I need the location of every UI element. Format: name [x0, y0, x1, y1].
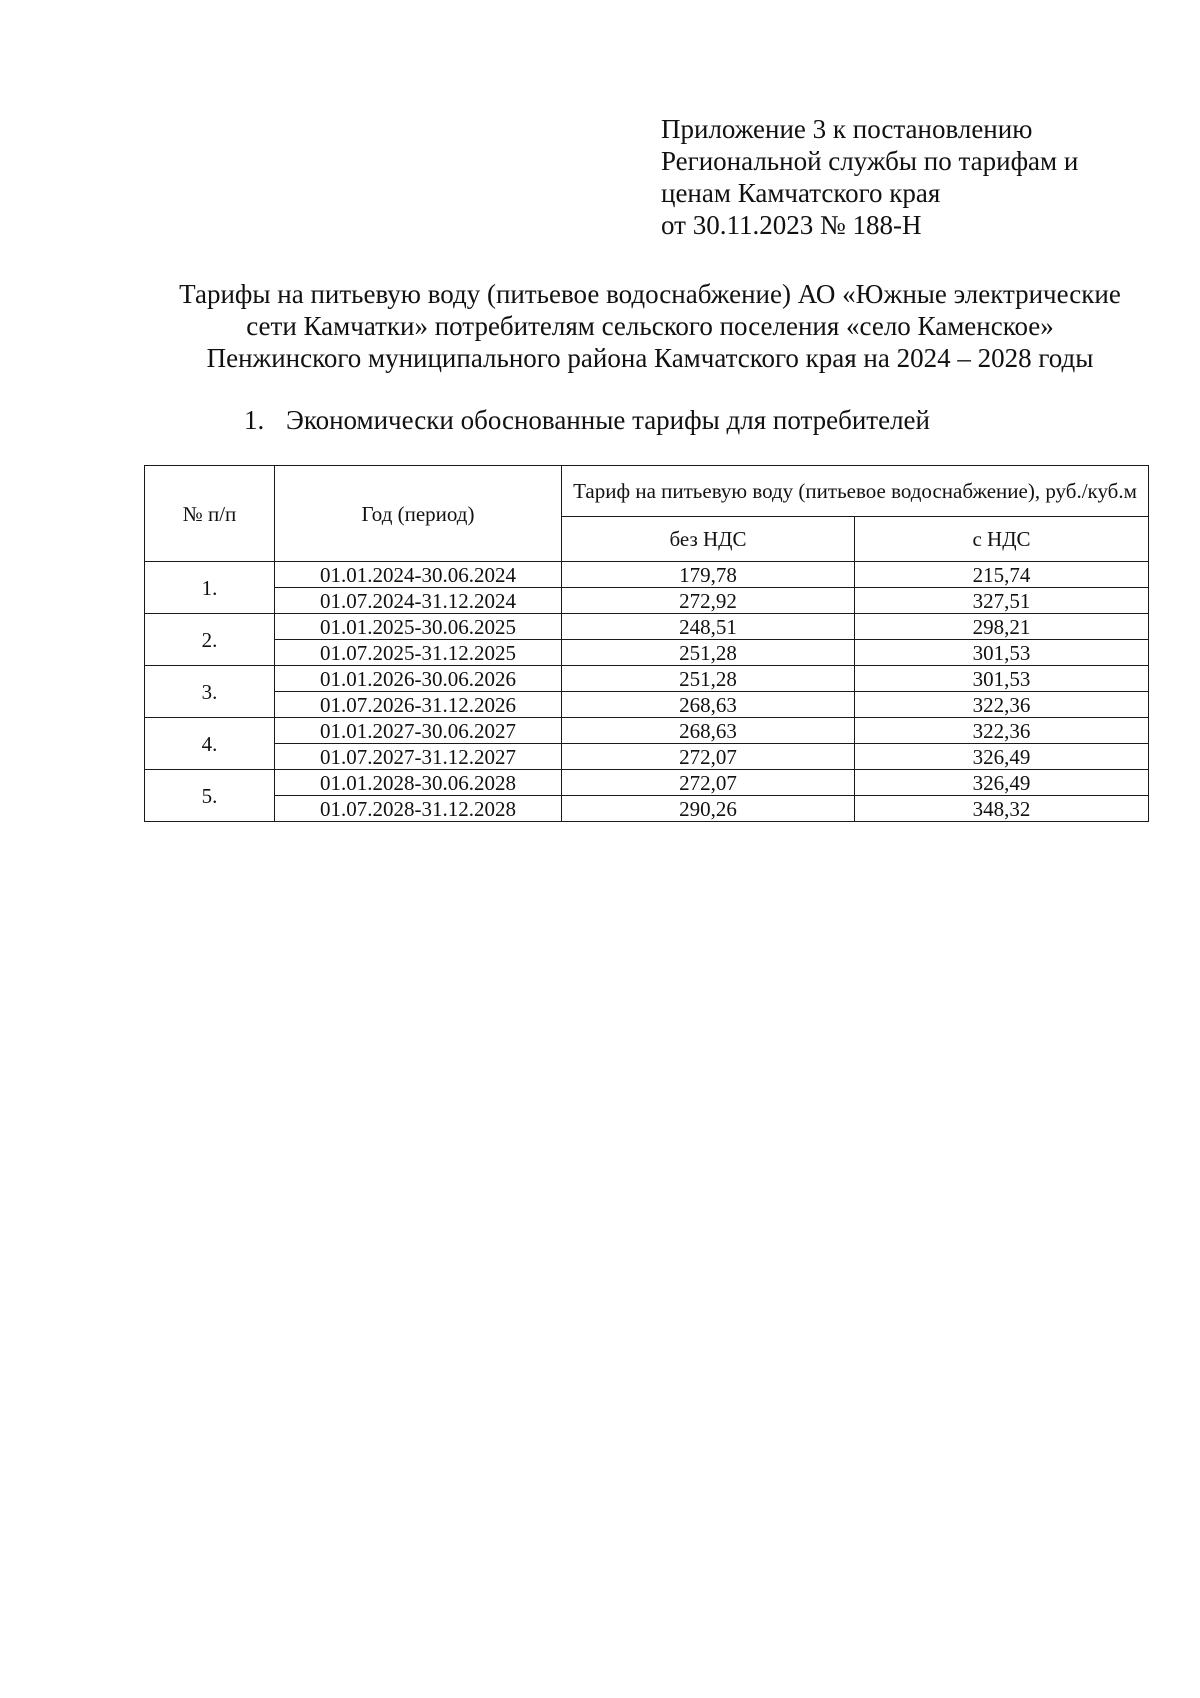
tariff-without-vat-cell: 248,51	[562, 614, 855, 640]
table-row	[145, 692, 1149, 718]
tariff-without-vat-cell: 251,28	[562, 640, 855, 666]
header-without-vat: без НДС	[562, 517, 855, 562]
table-row	[145, 744, 1149, 770]
period-cell: 01.01.2024-30.06.2024	[275, 562, 562, 588]
tariff-with-vat-cell: 322,36	[855, 692, 1149, 718]
title-line: сети Камчатки» потребителям сельского поселения «село Каменское»	[246, 311, 1054, 341]
tariff-with-vat-cell: 322,36	[855, 718, 1149, 744]
table-row	[145, 640, 1149, 666]
header-period: Год (период)	[275, 466, 562, 562]
appendix-line: Региональной службы по тарифам и	[661, 146, 1079, 176]
tariff-with-vat-cell: 301,53	[855, 666, 1149, 692]
header-with-vat: с НДС	[855, 517, 1149, 562]
header-tariff-group: Тариф на питьевую воду (питьевое водоснабжение), руб./куб.м	[562, 466, 1149, 517]
row-index: 1.	[145, 562, 275, 614]
tariff-with-vat-cell: 326,49	[855, 770, 1149, 796]
tariff-without-vat-cell: 251,28	[562, 666, 855, 692]
title-line: Тарифы на питьевую воду (питьевое водоснабжение) АО «Южные электрические	[179, 279, 1121, 309]
document-title	[100, 278, 1200, 374]
period-cell: 01.07.2027-31.12.2027	[275, 744, 562, 770]
tariff-without-vat-cell: 268,63	[562, 718, 855, 744]
row-index: 2.	[145, 614, 275, 666]
section-number: 1.	[244, 405, 265, 435]
table-row	[145, 614, 1149, 640]
section-text: Экономически обоснованные тарифы для потребителей	[286, 405, 930, 435]
period-cell: 01.01.2027-30.06.2027	[275, 718, 562, 744]
tariff-without-vat-cell: 268,63	[562, 692, 855, 718]
appendix-line: ценам Камчатского края	[661, 178, 941, 208]
period-cell: 01.07.2025-31.12.2025	[275, 640, 562, 666]
table-row	[145, 796, 1149, 822]
table-row	[145, 770, 1149, 796]
tariff-with-vat-cell: 298,21	[855, 614, 1149, 640]
appendix-reference	[661, 113, 1078, 241]
period-cell: 01.07.2028-31.12.2028	[275, 796, 562, 822]
row-index: 5.	[145, 770, 275, 822]
tariff-without-vat-cell: 272,92	[562, 588, 855, 614]
table-row	[145, 588, 1149, 614]
table-header	[145, 466, 1149, 562]
period-cell: 01.01.2028-30.06.2028	[275, 770, 562, 796]
table-row	[145, 562, 1149, 588]
tariff-with-vat-cell: 348,32	[855, 796, 1149, 822]
tariff-without-vat-cell: 272,07	[562, 744, 855, 770]
period-cell: 01.07.2026-31.12.2026	[275, 692, 562, 718]
row-index: 3.	[145, 666, 275, 718]
appendix-line: Приложение 3 к постановлению	[661, 114, 1033, 144]
period-cell: 01.01.2025-30.06.2025	[275, 614, 562, 640]
header-index: № п/п	[145, 466, 275, 562]
table-body	[145, 562, 1149, 822]
period-cell: 01.01.2026-30.06.2026	[275, 666, 562, 692]
period-cell: 01.07.2024-31.12.2024	[275, 588, 562, 614]
title-line: Пенжинского муниципального района Камчатского края на 2024 – 2028 годы	[206, 343, 1094, 373]
tariff-without-vat-cell: 272,07	[562, 770, 855, 796]
table-row	[145, 718, 1149, 744]
tariff-with-vat-cell: 327,51	[855, 588, 1149, 614]
tariff-with-vat-cell: 215,74	[855, 562, 1149, 588]
tariff-table	[144, 465, 1149, 822]
tariff-with-vat-cell: 326,49	[855, 744, 1149, 770]
tariff-with-vat-cell: 301,53	[855, 640, 1149, 666]
tariff-without-vat-cell: 179,78	[562, 562, 855, 588]
row-index: 4.	[145, 718, 275, 770]
table-row	[145, 666, 1149, 692]
section-heading	[244, 404, 930, 436]
appendix-line: от 30.11.2023 № 188-Н	[661, 210, 922, 240]
tariff-without-vat-cell: 290,26	[562, 796, 855, 822]
